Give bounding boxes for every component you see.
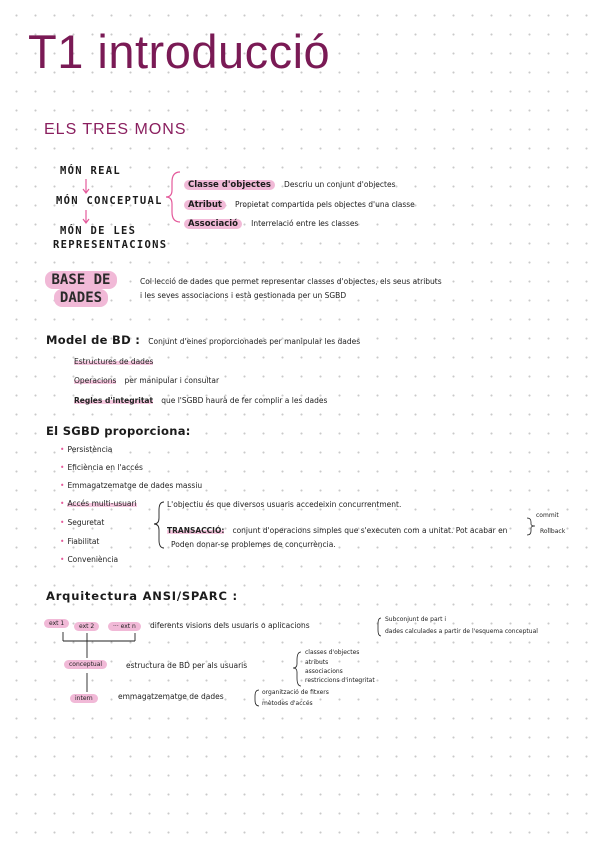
conceptual-list-item: restriccions d'integritat <box>305 677 375 684</box>
conceptual-label: conceptual <box>64 660 107 669</box>
intern-desc: emmagatzematge de dades <box>118 692 224 701</box>
concept-atribut <box>184 192 415 211</box>
commit-label: commit <box>536 512 559 519</box>
intern-list-item: organització de fitxers <box>262 689 329 696</box>
bd-line1: BASE DE <box>45 271 116 289</box>
transaccio-desc: conjunt d'operacions simples que s'executen com a unitat. Pot acabar en <box>232 526 508 535</box>
model-item <box>74 368 219 387</box>
concept-associacio <box>184 211 358 230</box>
bd-line2: DADES <box>54 289 108 307</box>
model-desc: Conjunt d'eines proporcionades per manipular les dades <box>148 337 361 346</box>
world-real: MÓN REAL <box>60 165 121 177</box>
transaccio-row <box>167 518 507 537</box>
bullet-icon: • <box>60 499 65 508</box>
intern-label: intern <box>70 694 98 703</box>
model-item-term: Estructures de dades <box>74 357 154 366</box>
concept-term: Atribut <box>184 200 226 210</box>
intern-list-item: mètodes d'accés <box>262 700 313 707</box>
concept-term: Classe d'objectes <box>184 180 275 190</box>
section-heading-tres-mons: ELS TRES MONS <box>44 121 187 138</box>
bullet-icon: • <box>60 463 65 472</box>
bd-desc-line1: Col·lecció de dades que permet representar classes d'objectes, els seus atributs <box>140 277 442 286</box>
ext-note-2: dades calculades a partir de l'esquema conceptual <box>385 628 538 635</box>
ext-note-1: Subconjunt de part i <box>385 616 447 623</box>
model-item-rest: per manipular i consultar <box>124 376 220 385</box>
sgbd-item: • Emmagatzematge de dades massiu <box>60 481 203 490</box>
conceptual-list-item: classes d'objectes <box>305 649 360 656</box>
world-conceptual: MÓN CONCEPTUAL <box>56 195 163 207</box>
bullet-icon: • <box>60 555 65 564</box>
model-item <box>74 349 153 368</box>
concept-classe <box>184 172 396 191</box>
conceptual-list-item: atributs <box>305 659 329 666</box>
ext-desc: diferents visions dels usuaris o aplicacions <box>150 621 310 630</box>
model-item-term: Regles d'integritat <box>74 396 154 405</box>
multiuser-note-3: Poden donar-se problemes de concurrència. <box>171 540 336 549</box>
ext2-label: ext 2 <box>74 622 99 631</box>
model-heading-row <box>46 329 360 348</box>
conceptual-list-item: associacions <box>305 668 343 675</box>
page-title: T1 introducció <box>28 25 331 78</box>
world-representations-line1: MÓN DE LES <box>60 225 137 237</box>
sgbd-item: • Fiabilitat <box>60 537 100 546</box>
sgbd-item: • Conveniència <box>60 555 119 564</box>
concept-desc: Interrelació entre les classes <box>251 219 359 228</box>
bullet-icon: • <box>60 537 65 546</box>
base-de-dades-label <box>34 271 128 309</box>
sgbd-item: • Eficiència en l'accés <box>60 463 143 472</box>
sgbd-item: • Seguretat <box>60 518 105 527</box>
transaccio-term: TRANSACCIÓ: <box>167 526 225 535</box>
bd-desc-line2: i les seves associacions i està gestionada per un SGBD <box>140 291 347 300</box>
multiuser-note-1: L'objectiu és que diversos usuaris accedeixin concurrentment. <box>167 500 402 509</box>
sgbd-heading: El SGBD proporciona: <box>46 424 191 438</box>
concept-desc: Descriu un conjunt d'objectes <box>284 180 396 189</box>
sgbd-item: • Accés multi-usuari <box>60 499 137 508</box>
model-item-term: Operacions <box>74 376 117 385</box>
concept-term: Associació <box>184 219 242 229</box>
rollback-label: Rollback <box>540 528 566 535</box>
bullet-icon: • <box>60 481 65 490</box>
conceptual-desc: estructura de BD per als usuaris <box>126 661 248 670</box>
bullet-icon: • <box>60 518 65 527</box>
concept-desc: Propietat compartida pels objectes d'una classe <box>235 200 415 209</box>
extn-label: ··· ext n <box>108 622 141 631</box>
model-heading: Model de BD : <box>46 333 141 347</box>
world-representations-line2: REPRESENTACIONS <box>53 239 168 251</box>
arquitectura-heading: Arquitectura ANSI/SPARC : <box>46 589 238 603</box>
sgbd-item: • Persistència <box>60 445 113 454</box>
ext1-label: ext 1 <box>44 619 69 628</box>
bullet-icon: • <box>60 445 65 454</box>
model-item-rest: que l'SGBD haurà de fer complir a les dades <box>161 396 328 405</box>
model-item <box>74 388 327 407</box>
